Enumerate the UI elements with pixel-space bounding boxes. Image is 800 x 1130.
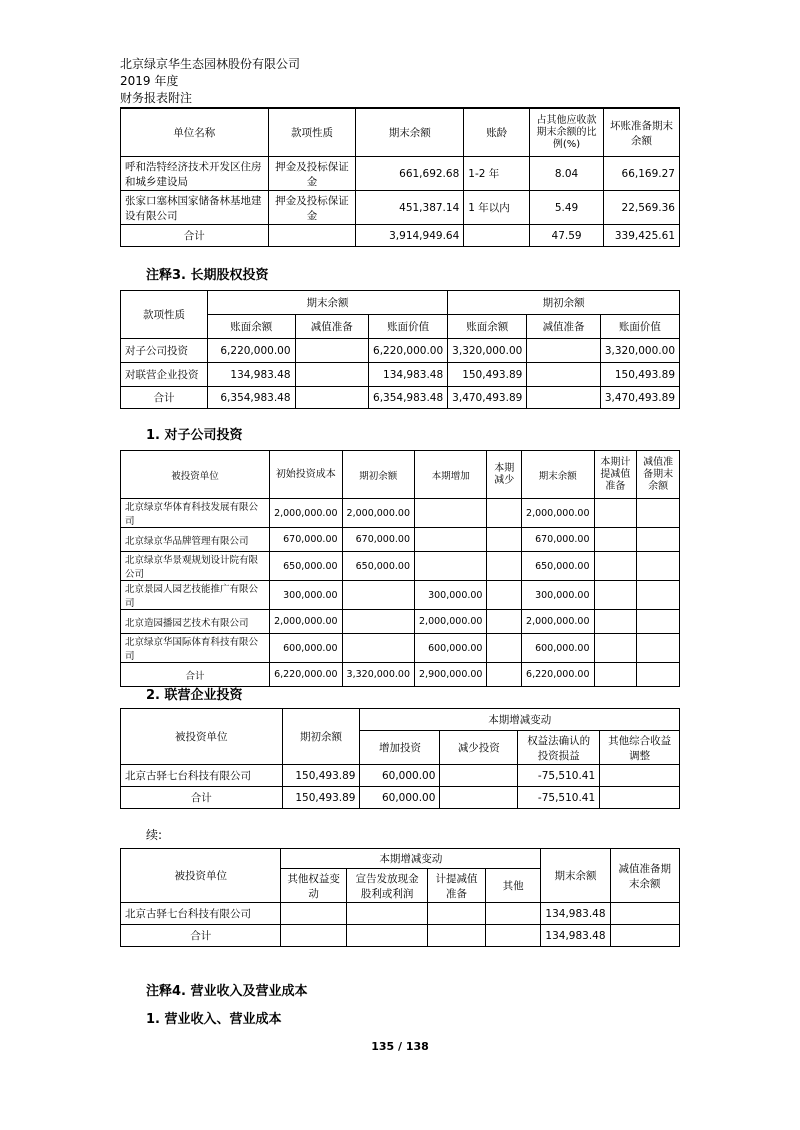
cell: -75,510.41 xyxy=(518,765,600,787)
cell: 2,000,000.00 xyxy=(270,610,342,634)
cell: 661,692.68 xyxy=(356,157,464,191)
cell xyxy=(610,925,679,947)
cell: 3,914,949.64 xyxy=(356,225,464,247)
cell: 合计 xyxy=(121,663,270,687)
cell: 134,983.48 xyxy=(541,903,610,925)
header-cell: 本期增减变动 xyxy=(360,709,680,731)
cell xyxy=(527,363,601,387)
cell xyxy=(342,634,414,663)
table-header-row xyxy=(121,451,680,499)
cell: -75,510.41 xyxy=(518,787,600,809)
table-row xyxy=(121,552,680,581)
cell: 6,220,000.00 xyxy=(270,663,342,687)
continued-label: 续: xyxy=(146,828,163,842)
header-cell: 计提减值准备 xyxy=(428,869,486,903)
header-cell: 期末余额 xyxy=(207,291,447,315)
table-total-row xyxy=(121,387,680,409)
cell: 北京景园人园艺技能推广有限公司 xyxy=(121,581,270,610)
cell xyxy=(440,787,518,809)
cell xyxy=(415,552,487,581)
cell xyxy=(487,499,522,528)
header-cell: 其他综合收益调整 xyxy=(600,731,680,765)
header-cell: 账龄 xyxy=(464,109,530,157)
cell: 3,470,493.89 xyxy=(600,387,679,409)
cell xyxy=(485,903,541,925)
cell: 670,000.00 xyxy=(522,528,594,552)
cell: 339,425.61 xyxy=(603,225,679,247)
cell: 6,220,000.00 xyxy=(207,339,295,363)
cell: 3,470,493.89 xyxy=(448,387,527,409)
header-cell: 本期减少 xyxy=(487,451,522,499)
cell xyxy=(637,499,680,528)
table-row xyxy=(121,765,680,787)
associate-investment-continued-table xyxy=(120,848,680,947)
cell: 北京造园播园艺技术有限公司 xyxy=(121,610,270,634)
cell: 66,169.27 xyxy=(603,157,679,191)
header-cell: 增加投资 xyxy=(360,731,440,765)
cell xyxy=(637,528,680,552)
table-header-row xyxy=(121,849,680,869)
cell xyxy=(415,528,487,552)
cell xyxy=(594,499,637,528)
table-total-row xyxy=(121,787,680,809)
cell xyxy=(464,225,530,247)
cell: 134,983.48 xyxy=(369,363,448,387)
header-cell: 占其他应收款期末余额的比例(%) xyxy=(530,109,604,157)
cell xyxy=(594,581,637,610)
cell xyxy=(342,610,414,634)
header-cell: 坏账准备期末余额 xyxy=(603,109,679,157)
table-row xyxy=(121,581,680,610)
table-header-row xyxy=(121,291,680,315)
cell xyxy=(268,225,356,247)
page-header xyxy=(120,56,300,107)
header-cell: 账面价值 xyxy=(369,315,448,339)
header-cell: 减值准备期末余额 xyxy=(637,451,680,499)
cell: 6,354,983.48 xyxy=(207,387,295,409)
header-cell: 减值准备期末余额 xyxy=(610,849,679,903)
cell: 呼和浩特经济技术开发区住房和城乡建设局 xyxy=(121,157,269,191)
section-title: 注释4. 营业收入及营业成本 xyxy=(146,984,308,999)
cell: 60,000.00 xyxy=(360,787,440,809)
cell: 6,220,000.00 xyxy=(369,339,448,363)
cell: 22,569.36 xyxy=(603,191,679,225)
cell: 134,983.48 xyxy=(541,925,610,947)
header-cell: 款项性质 xyxy=(121,291,208,339)
cell: 600,000.00 xyxy=(270,634,342,663)
cell: 650,000.00 xyxy=(270,552,342,581)
cell xyxy=(346,903,427,925)
header-cell: 账面余额 xyxy=(207,315,295,339)
cell xyxy=(281,903,346,925)
cell: 451,387.14 xyxy=(356,191,464,225)
cell: 2,900,000.00 xyxy=(415,663,487,687)
cell xyxy=(637,552,680,581)
cell xyxy=(428,903,486,925)
header-cell: 被投资单位 xyxy=(121,709,283,765)
subsection-title: 1. 营业收入、营业成本 xyxy=(146,1012,282,1027)
doc-title: 财务报表附注 xyxy=(120,91,193,105)
cell xyxy=(637,581,680,610)
table-row xyxy=(121,157,680,191)
cell xyxy=(487,610,522,634)
header-cell: 期初余额 xyxy=(282,709,360,765)
cell xyxy=(594,552,637,581)
table-row xyxy=(121,610,680,634)
subsection-title: 2. 联营企业投资 xyxy=(146,688,243,703)
cell xyxy=(594,634,637,663)
cell: 150,493.89 xyxy=(600,363,679,387)
cell: 合计 xyxy=(121,387,208,409)
cell xyxy=(637,663,680,687)
header-cell: 本期增加 xyxy=(415,451,487,499)
cell: 3,320,000.00 xyxy=(342,663,414,687)
cell: 押金及投标保证金 xyxy=(268,157,356,191)
cell xyxy=(440,765,518,787)
header-cell: 款项性质 xyxy=(268,109,356,157)
cell xyxy=(415,499,487,528)
cell xyxy=(610,903,679,925)
header-cell: 单位名称 xyxy=(121,109,269,157)
company-name: 北京绿京华生态园林股份有限公司 xyxy=(120,57,301,71)
cell: 2,000,000.00 xyxy=(415,610,487,634)
cell xyxy=(346,925,427,947)
cell xyxy=(594,528,637,552)
cell: 2,000,000.00 xyxy=(270,499,342,528)
cell xyxy=(600,765,680,787)
cell: 150,493.89 xyxy=(282,787,360,809)
cell: 2,000,000.00 xyxy=(522,499,594,528)
cell: 2,000,000.00 xyxy=(342,499,414,528)
cell: 3,320,000.00 xyxy=(448,339,527,363)
header-cell: 减少投资 xyxy=(440,731,518,765)
table-row xyxy=(121,191,680,225)
subsidiary-investment-table xyxy=(120,450,680,687)
associate-investment-table xyxy=(120,708,680,809)
header-cell: 账面价值 xyxy=(600,315,679,339)
cell: 670,000.00 xyxy=(270,528,342,552)
cell: 600,000.00 xyxy=(415,634,487,663)
cell xyxy=(527,387,601,409)
header-cell: 本期计提减值准备 xyxy=(594,451,637,499)
cell xyxy=(527,339,601,363)
cell: 47.59 xyxy=(530,225,604,247)
cell xyxy=(487,528,522,552)
cell: 押金及投标保证金 xyxy=(268,191,356,225)
header-cell: 初始投资成本 xyxy=(270,451,342,499)
cell: 对子公司投资 xyxy=(121,339,208,363)
cell xyxy=(487,663,522,687)
cell: 150,493.89 xyxy=(448,363,527,387)
cell: 8.04 xyxy=(530,157,604,191)
header-cell: 宣告发放现金股利或利润 xyxy=(346,869,427,903)
table-header-row xyxy=(121,709,680,731)
cell xyxy=(600,787,680,809)
cell: 1 年以内 xyxy=(464,191,530,225)
table-row xyxy=(121,528,680,552)
section-title: 注释3. 长期股权投资 xyxy=(146,268,269,283)
header-cell: 本期增减变动 xyxy=(281,849,541,869)
page-number: 135 / 138 xyxy=(371,1040,429,1053)
subsection-title: 1. 对子公司投资 xyxy=(146,428,243,443)
header-cell: 被投资单位 xyxy=(121,849,281,903)
table-row xyxy=(121,903,680,925)
cell xyxy=(281,925,346,947)
header-cell: 其他 xyxy=(485,869,541,903)
cell: 650,000.00 xyxy=(522,552,594,581)
cell: 6,220,000.00 xyxy=(522,663,594,687)
cell: 合计 xyxy=(121,225,269,247)
table-total-row xyxy=(121,925,680,947)
cell xyxy=(594,663,637,687)
cell xyxy=(637,610,680,634)
cell xyxy=(594,610,637,634)
cell xyxy=(487,581,522,610)
cell xyxy=(295,363,369,387)
cell: 300,000.00 xyxy=(415,581,487,610)
header-cell: 期末余额 xyxy=(522,451,594,499)
header-cell: 减值准备 xyxy=(295,315,369,339)
cell: 北京绿京华品牌管理有限公司 xyxy=(121,528,270,552)
table-header-row xyxy=(121,109,680,157)
cell: 3,320,000.00 xyxy=(600,339,679,363)
cell: 6,354,983.48 xyxy=(369,387,448,409)
cell: 北京古驿七台科技有限公司 xyxy=(121,765,283,787)
cell: 150,493.89 xyxy=(282,765,360,787)
cell: 合计 xyxy=(121,925,281,947)
cell: 北京绿京华景观规划设计院有限公司 xyxy=(121,552,270,581)
header-cell: 其他权益变动 xyxy=(281,869,346,903)
cell: 650,000.00 xyxy=(342,552,414,581)
table-row xyxy=(121,339,680,363)
cell: 1-2 年 xyxy=(464,157,530,191)
cell: 合计 xyxy=(121,787,283,809)
cell: 134,983.48 xyxy=(207,363,295,387)
cell: 670,000.00 xyxy=(342,528,414,552)
cell xyxy=(487,634,522,663)
cell xyxy=(485,925,541,947)
cell: 2,000,000.00 xyxy=(522,610,594,634)
cell: 600,000.00 xyxy=(522,634,594,663)
table-total-row xyxy=(121,225,680,247)
cell: 300,000.00 xyxy=(270,581,342,610)
cell: 北京绿京华体育科技发展有限公司 xyxy=(121,499,270,528)
cell: 对联营企业投资 xyxy=(121,363,208,387)
table-row xyxy=(121,363,680,387)
header-cell: 被投资单位 xyxy=(121,451,270,499)
cell xyxy=(295,387,369,409)
cell xyxy=(342,581,414,610)
other-receivables-table xyxy=(120,108,680,247)
table-row xyxy=(121,499,680,528)
cell xyxy=(637,634,680,663)
cell: 5.49 xyxy=(530,191,604,225)
long-term-equity-table xyxy=(120,290,680,409)
table-total-row xyxy=(121,663,680,687)
header-cell: 期初余额 xyxy=(448,291,680,315)
header-cell: 期末余额 xyxy=(356,109,464,157)
cell: 北京古驿七台科技有限公司 xyxy=(121,903,281,925)
cell: 北京绿京华国际体育科技有限公司 xyxy=(121,634,270,663)
header-cell: 减值准备 xyxy=(527,315,601,339)
header-cell: 期末余额 xyxy=(541,849,610,903)
header-cell: 权益法确认的投资损益 xyxy=(518,731,600,765)
cell: 300,000.00 xyxy=(522,581,594,610)
header-cell: 期初余额 xyxy=(342,451,414,499)
report-year: 2019 年度 xyxy=(120,74,179,88)
cell: 张家口塞林国家储备林基地建设有限公司 xyxy=(121,191,269,225)
cell xyxy=(295,339,369,363)
cell xyxy=(487,552,522,581)
cell: 60,000.00 xyxy=(360,765,440,787)
cell xyxy=(428,925,486,947)
table-row xyxy=(121,634,680,663)
header-cell: 账面余额 xyxy=(448,315,527,339)
